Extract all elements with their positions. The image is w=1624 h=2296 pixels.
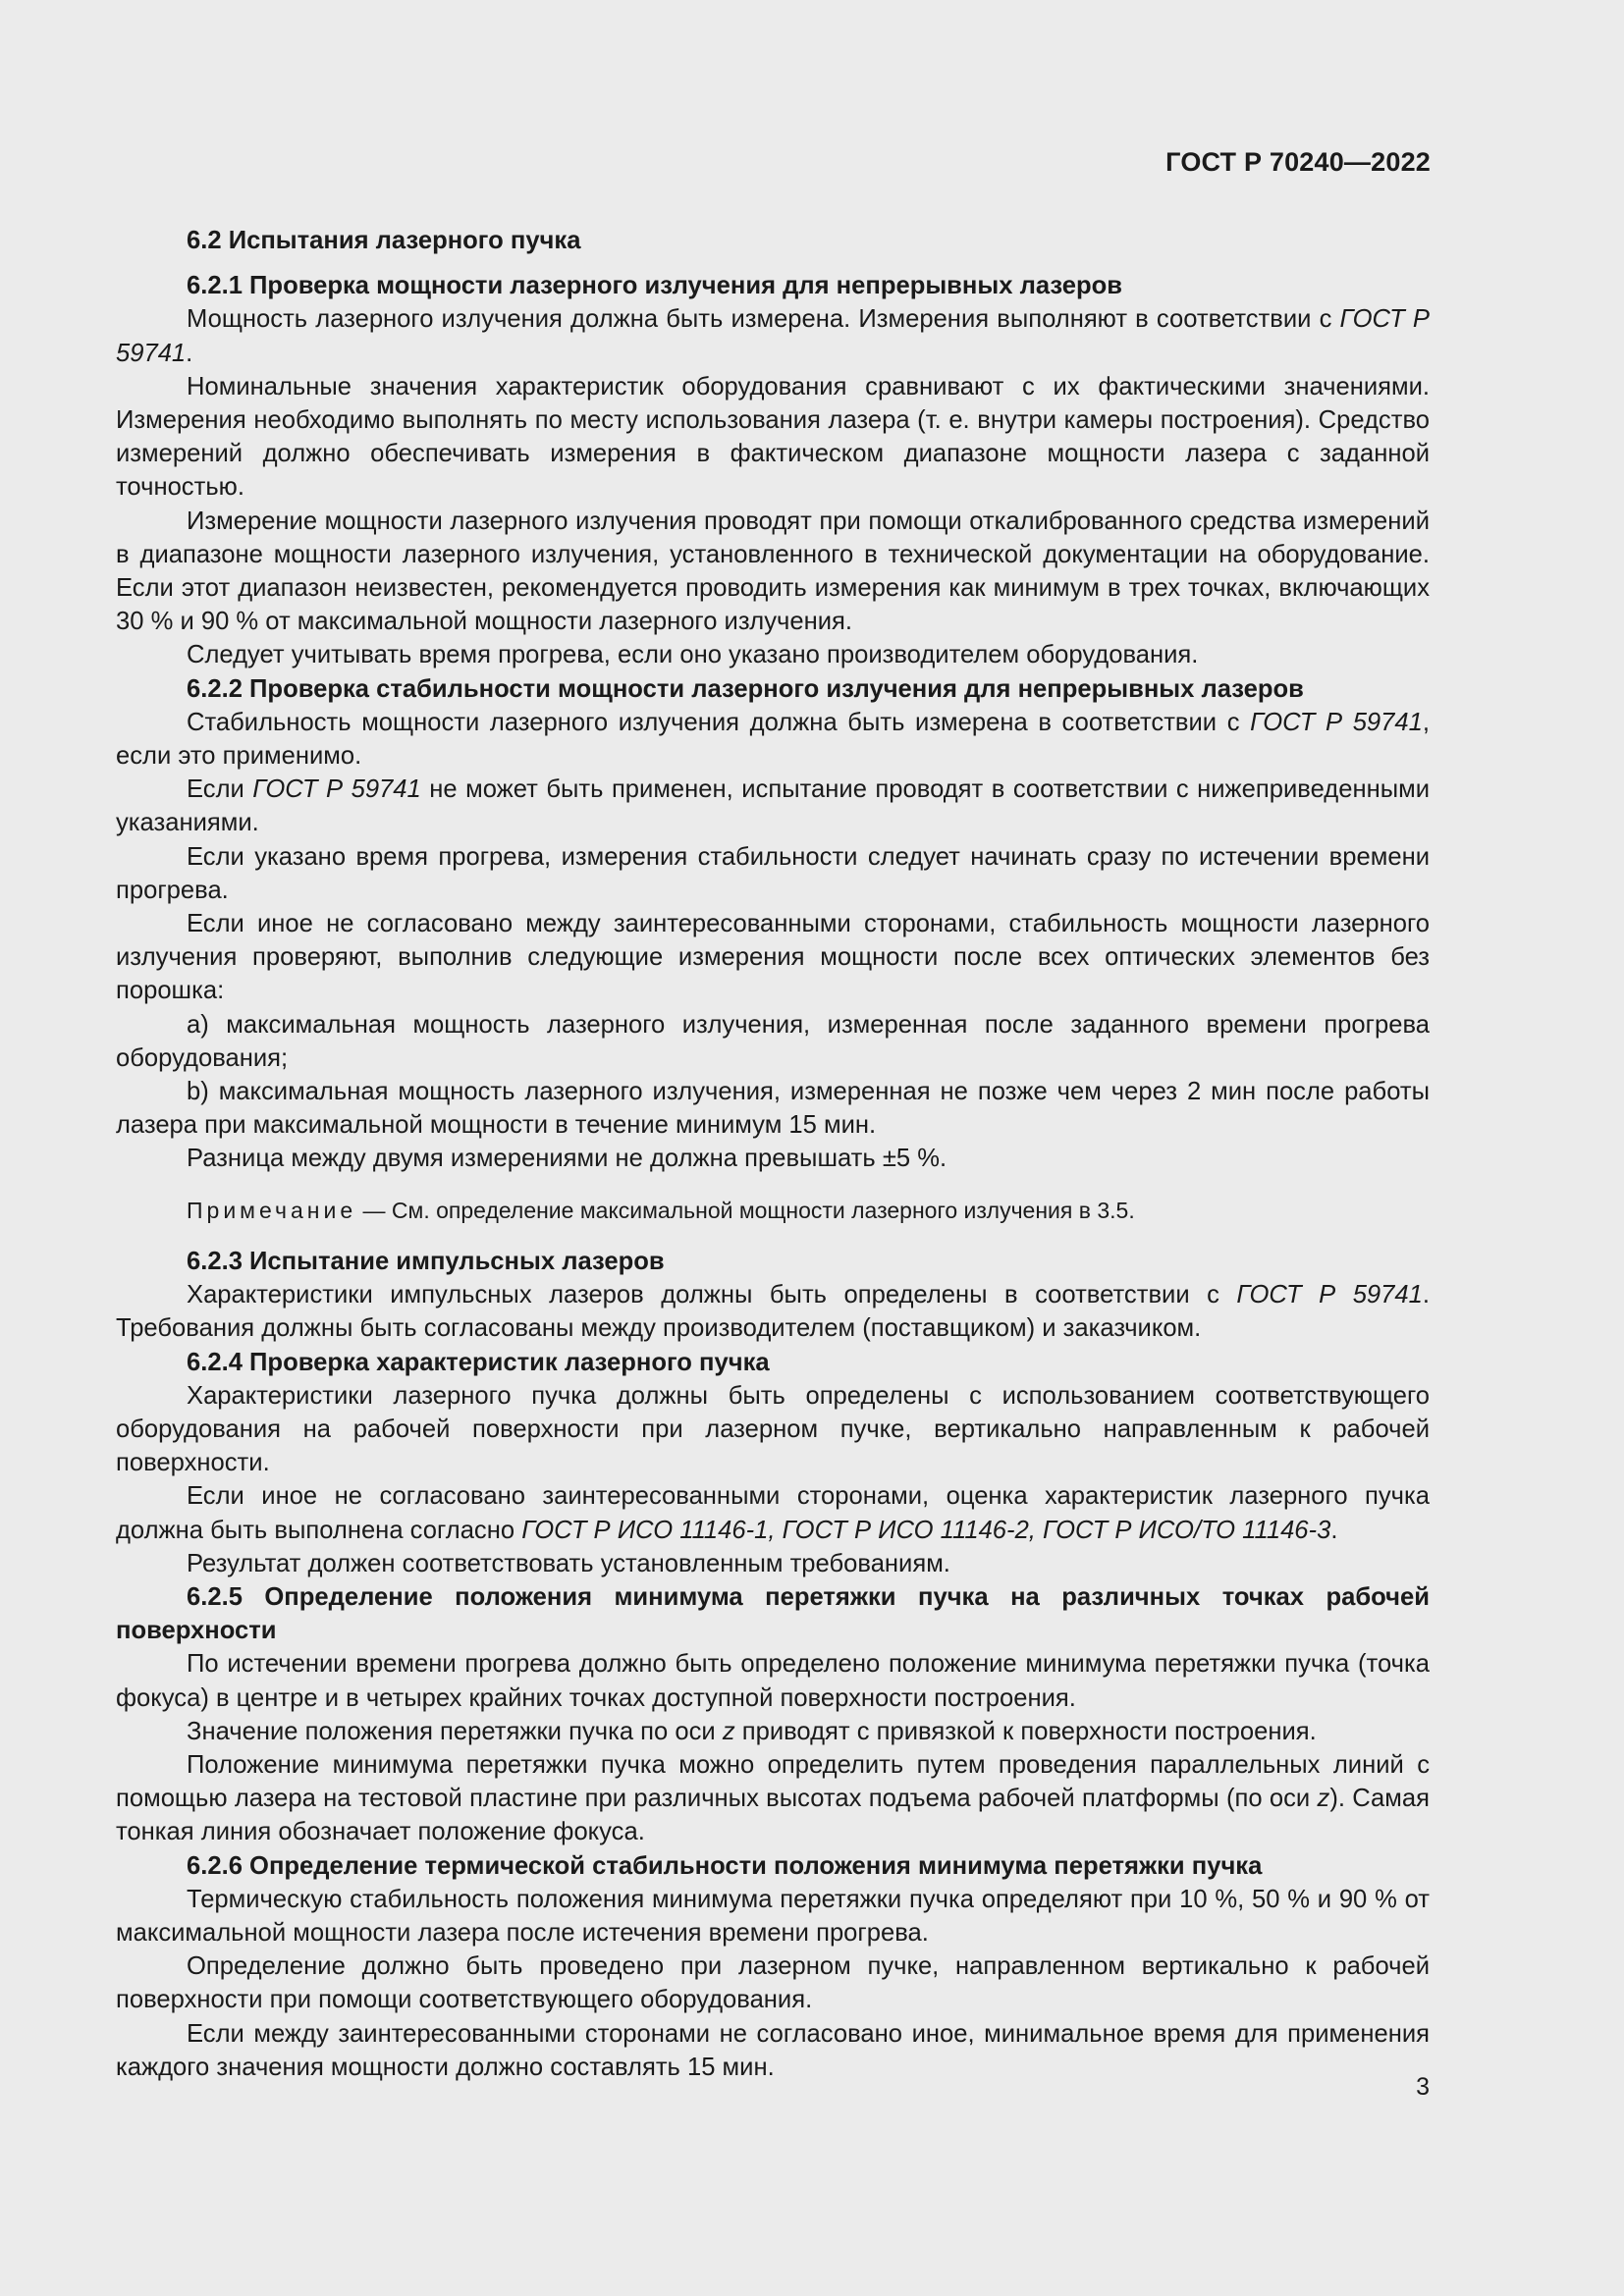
text-run: Если иное не согласовано заинтересованными сторонами, оценка характеристик лазерного пучка должна быть выполнена согласно	[116, 1482, 1430, 1544]
standard-reference: ГОСТ Р ИСО 11146-1, ГОСТ Р ИСО 11146-2, ГОСТ Р ИСО/ТО 11146-3	[521, 1516, 1331, 1544]
text-run: Стабильность мощности лазерного излучения должна быть измерена в соответствии с	[187, 708, 1251, 736]
paragraph: По истечении времени прогрева должно быть определено положение минимума перетяжки пучка (точка фокуса) в центре и в четырех крайних точках доступной поверхности построения.	[116, 1650, 1430, 1712]
paragraph: Следует учитывать время прогрева, если оно указано производителем оборудования.	[187, 641, 1199, 669]
text-run: .	[186, 339, 193, 367]
paragraph: Номинальные значения характеристик оборудования сравнивают с их фактическими значениями. Измерения необходимо выполнять по месту использования лазера (т. е. внутри камеры построения). Средство измерений должно обеспечивать измерения в фактическом диапазоне мощности лазера с заданной точностью.	[116, 372, 1430, 502]
paragraph: Характеристики лазерного пучка должны быть определены с использованием соответствующего оборудования на рабочей поверхности при лазерном пучке, вертикально направленным к рабочей поверхности.	[116, 1381, 1430, 1477]
subsection-title-6-2-6: 6.2.6 Определение термической стабильности положения минимума перетяжки пучка	[187, 1851, 1263, 1880]
subsection-title-6-2-1: 6.2.1 Проверка мощности лазерного излучения для непрерывных лазеров	[187, 272, 1123, 300]
standard-reference: ГОСТ Р 59741	[1236, 1281, 1423, 1309]
standard-reference: ГОСТ Р 59741	[1250, 708, 1423, 736]
standard-reference: ГОСТ Р 59741	[252, 775, 421, 804]
document-header-id: ГОСТ Р 70240—2022	[1165, 147, 1431, 177]
subsection-title-6-2-4: 6.2.4 Проверка характеристик лазерного пучка	[187, 1348, 770, 1376]
axis-symbol: z	[1317, 1785, 1330, 1813]
paragraph	[116, 1278, 1430, 1345]
text-run: приводят с привязкой к поверхности построения.	[734, 1717, 1317, 1745]
subsection-title-6-2-3: 6.2.3 Испытание импульсных лазеров	[187, 1247, 665, 1275]
paragraph	[116, 1748, 1430, 1849]
paragraph: Результат должен соответствовать установленным требованиям.	[187, 1549, 950, 1577]
subsection-title-6-2-2: 6.2.2 Проверка стабильности мощности лазерного излучения для непрерывных лазеров	[187, 674, 1304, 703]
text-run: Если	[187, 775, 253, 804]
section-title-6-2: 6.2 Испытания лазерного пучка	[187, 227, 581, 254]
paragraph: Разница между двумя измерениями не должна превышать ±5 %.	[187, 1145, 947, 1173]
text-run: . Требования должны быть согласованы между производителем (поставщиком) и заказчиком.	[116, 1281, 1430, 1343]
paragraph: Определение должно быть проведено при лазерном пучке, направленном вертикально к рабочей поверхности при помощи соответствующего оборудования.	[116, 1952, 1430, 2014]
paragraph: Если иное не согласовано между заинтересованными сторонами, стабильность мощности лазерного излучения проверяют, выполнив следующие измерения мощности после всех оптических элементов без порошка:	[116, 910, 1430, 1005]
paragraph: Термическую стабильность положения минимума перетяжки пучка определяют при 10 %, 50 % и 90 % от максимальной мощности лазера после истечения времени прогрева.	[116, 1885, 1430, 1947]
text-run: Значение положения перетяжки пучка по оси	[187, 1717, 723, 1745]
axis-symbol: z	[722, 1717, 735, 1745]
paragraph: Если указано время прогрева, измерения стабильности следует начинать сразу по истечении времени прогрева.	[116, 842, 1430, 904]
page-number: 3	[1416, 2073, 1430, 2101]
document-body	[116, 224, 1430, 2084]
note	[116, 1194, 1430, 1227]
subsection-title-6-2-5: 6.2.5 Определение положения минимума перетяжки пучка на различных точках рабочей поверхности	[116, 1582, 1430, 1645]
paragraph: Измерение мощности лазерного излучения проводят при помощи откалиброванного средства измерений в диапазоне мощности лазерного излучения, установленного в технической документации на оборудование. Если этот диапазон неизвестен, рекомендуется проводить измерения как минимум в трех точках, включающих 30 % и 90 % от максимальной мощности лазерного излучения.	[116, 507, 1430, 636]
paragraph	[116, 706, 1430, 773]
text-run: ). Самая тонкая линия обозначает положение фокуса.	[116, 1785, 1430, 1846]
text-run: Характеристики импульсных лазеров должны быть определены в соответствии с	[187, 1281, 1237, 1309]
list-item-a: a) максимальная мощность лазерного излучения, измеренная после заданного времени прогрева оборудования;	[116, 1010, 1430, 1072]
standard-reference: ГОСТ Р 59741	[116, 305, 1430, 367]
note-text: — См. определение максимальной мощности лазерного излучения в 3.5.	[356, 1197, 1135, 1223]
text-run: Положение минимума перетяжки пучка можно определить путем проведения параллельных линий с помощью лазера на тестовой пластине при различных высотах подъема рабочей платформы (по оси	[116, 1750, 1430, 1813]
text-run: Мощность лазерного излучения должна быть измерена. Измерения выполняют в соответствии с	[187, 305, 1340, 334]
text-run: не может быть применен, испытание проводят в соответствии с нижеприведенными указаниями.	[116, 775, 1431, 837]
paragraph	[116, 773, 1430, 839]
text-run: .	[1330, 1516, 1338, 1544]
paragraph: Если между заинтересованными сторонами не согласовано иное, минимальное время для применения каждого значения мощности должно составлять 15 мин.	[116, 2019, 1430, 2081]
list-item-b: b) максимальная мощность лазерного излучения, измеренная не позже чем через 2 мин после работы лазера при максимальной мощности в течение минимум 15 мин.	[116, 1078, 1430, 1140]
paragraph	[116, 1479, 1430, 1546]
paragraph	[116, 302, 1430, 369]
text-run: , если это применимо.	[116, 708, 1430, 771]
note-label: Примечание	[187, 1197, 357, 1223]
paragraph	[116, 1715, 1430, 1748]
